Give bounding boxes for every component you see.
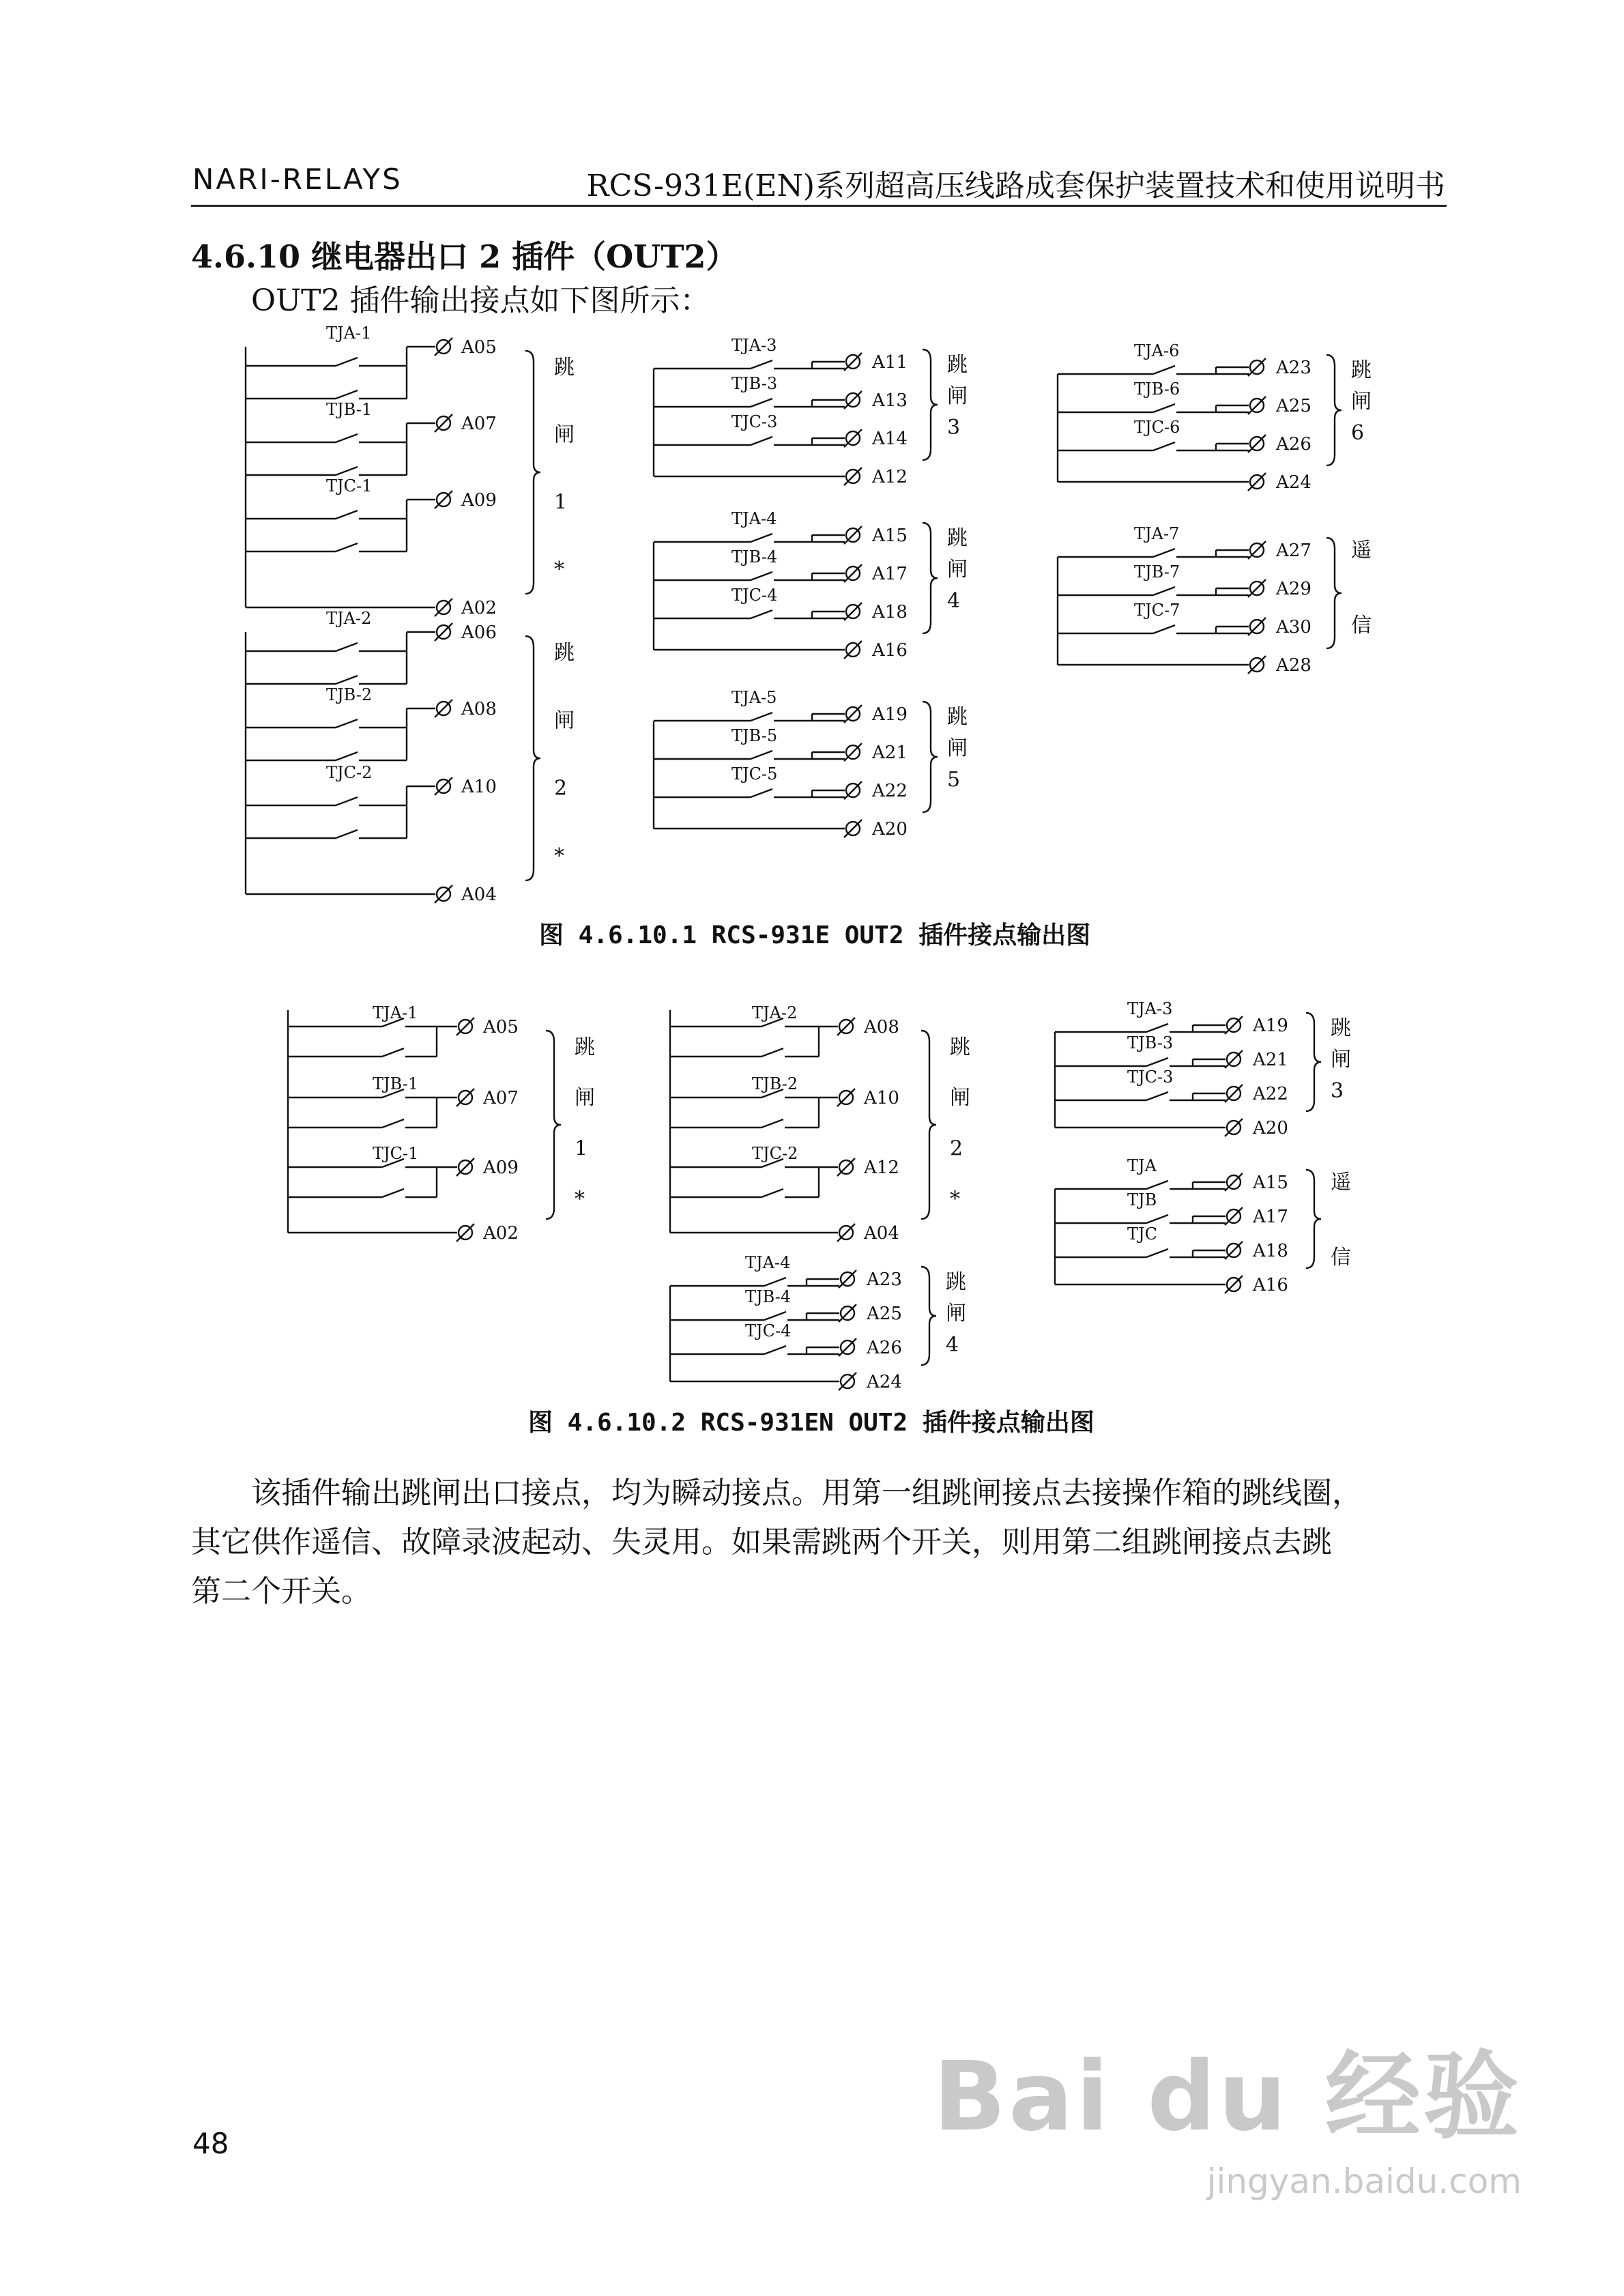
section-title: 4.6.10 继电器出口 2 插件（OUT2）	[191, 238, 738, 275]
fig1-group-6-bracket-text-3: 6	[1351, 421, 1365, 445]
fig2-group-5-bracket	[1306, 1170, 1321, 1268]
fig1-group-2-bracket-text-1: 跳	[554, 641, 575, 665]
fig2-group-4-contact-2-blade	[1146, 1058, 1168, 1066]
fig2-group-3-bracket	[921, 1267, 936, 1365]
fig1-group-5-contact-label-2: TJB-5	[731, 726, 778, 745]
fig1-group-4-bracket-text-1: 跳	[947, 526, 968, 550]
fig2-group-5-contact-1-blade	[1146, 1181, 1168, 1189]
fig2-group-5-contact-label-1: TJA	[1127, 1156, 1157, 1175]
fig1-group-7-terminal-label-3: A30	[1276, 617, 1311, 637]
fig1-group-1-bracket-text-3: 1	[554, 490, 568, 515]
fig2-group-3-contact-3-blade	[764, 1346, 786, 1354]
fig1-group-2-terminal-label-1: A06	[461, 622, 497, 643]
fig1-group-2-terminal-label-2: A08	[461, 699, 497, 719]
fig2-group-1-contact-3b-blade	[382, 1189, 404, 1197]
body-paragraph	[191, 1469, 1447, 1616]
fig2-group-2-common-label: A04	[864, 1223, 899, 1244]
fig2-group-2-terminal-label-1: A08	[864, 1017, 899, 1037]
fig2-group-4-bracket-text-3: 3	[1331, 1079, 1344, 1103]
fig2-group-1-terminal-label-2: A07	[483, 1088, 519, 1108]
fig2-group-3-bracket-text-3: 4	[946, 1333, 959, 1357]
fig2-group-4-common-label: A20	[1253, 1118, 1288, 1138]
fig2-group-2-bracket	[921, 1031, 936, 1219]
fig1-group-3-terminal-label-2: A13	[872, 390, 908, 411]
fig1-group-5-common-label: A20	[872, 819, 908, 840]
fig1-group-4-bracket-text-2: 闸	[947, 558, 968, 582]
fig2-group-5-bracket-text-1: 遥	[1331, 1171, 1351, 1194]
fig1-group-2-contact-label-3: TJC-2	[326, 763, 373, 782]
fig1-group-1-contact-label-1: TJA-1	[326, 324, 372, 343]
fig2-group-5-common-label: A16	[1253, 1275, 1288, 1295]
fig1-group-6-contact-label-2: TJB-6	[1134, 379, 1180, 399]
fig1-group-7-contact-label-3: TJC-7	[1134, 601, 1180, 620]
fig2-group-4-terminal-label-2: A21	[1253, 1050, 1288, 1070]
fig2-group-1-bracket-text-4: *	[575, 1187, 585, 1211]
figure-2-caption: 图 4.6.10.2 RCS-931EN OUT2 插件接点输出图	[528, 1409, 1094, 1437]
fig2-group-5-terminal-label-3: A18	[1253, 1241, 1288, 1261]
fig2-group-1-contact-1b-blade	[382, 1048, 404, 1057]
fig1-group-2-bracket-text-3: 2	[554, 776, 568, 801]
fig2-group-2-contact-3b-blade	[762, 1189, 783, 1197]
fig1-group-4-contact-label-2: TJB-4	[731, 547, 778, 566]
fig1-group-2-contact-label-1: TJA-2	[326, 609, 372, 628]
fig1-group-6-contact-label-3: TJC-6	[1134, 418, 1180, 437]
fig2-group-4-contact-label-2: TJB-3	[1127, 1033, 1174, 1052]
fig1-group-6-terminal-label-3: A26	[1276, 434, 1311, 455]
fig2-group-4-contact-label-1: TJA-3	[1127, 999, 1173, 1018]
fig2-group-3-contact-label-1: TJA-4	[745, 1253, 791, 1272]
fig2-group-4-contact-label-3: TJC-3	[1127, 1067, 1174, 1087]
fig1-group-2-bracket-text-2: 闸	[554, 708, 575, 733]
fig2-group-5-terminal-label-1: A15	[1253, 1173, 1288, 1193]
fig1-group-5-bracket-text-2: 闸	[947, 736, 968, 760]
watermark	[933, 2020, 1522, 2201]
figure-1-caption: 图 4.6.10.1 RCS-931E OUT2 插件接点输出图	[539, 921, 1091, 949]
fig1-group-4-common-label: A16	[872, 640, 908, 661]
section-intro: OUT2 插件输出接点如下图所示：	[251, 283, 710, 318]
header-brand: NARI-RELAYS	[192, 162, 403, 196]
body-line-1: 该插件输出跳闸出口接点，均为瞬动接点。用第一组跳闸接点去接操作箱的跳线圈，	[191, 1476, 1362, 1510]
fig1-group-1-terminal-label-2: A07	[461, 414, 497, 434]
fig2-group-1-contact-2b-blade	[382, 1119, 404, 1128]
fig1-group-5-terminal-label-3: A22	[872, 781, 908, 801]
fig2-group-1-contact-label-1: TJA-1	[373, 1003, 418, 1022]
fig1-group-5-bracket-text-3: 5	[947, 768, 961, 792]
fig1-group-3-terminal-label-3: A14	[872, 429, 908, 449]
fig2-group-2-bracket-text-2: 闸	[950, 1086, 970, 1110]
fig2-group-3-bracket-text-2: 闸	[946, 1302, 966, 1325]
fig1-group-3-common-label: A12	[872, 467, 908, 487]
fig1-group-2-common-label: A04	[461, 885, 497, 905]
page-number: 48	[192, 2127, 229, 2160]
fig1-group-1-bracket-text-2: 闸	[554, 422, 575, 447]
fig1-group-3-bracket-text-2: 闸	[947, 384, 968, 408]
body-line-3: 第二个开关。	[191, 1574, 371, 1609]
fig1-group-7-common-label: A28	[1276, 655, 1311, 676]
header-doc-title: RCS-931E(EN)系列超高压线路成套保护装置技术和使用说明书	[586, 169, 1445, 203]
fig1-group-6-terminal-label-1: A23	[1276, 358, 1311, 378]
fig2-group-1-common-label: A02	[483, 1223, 519, 1244]
fig2-group-4-contact-3-blade	[1146, 1092, 1168, 1100]
fig1-group-1-bracket-text-1: 跳	[554, 356, 575, 379]
fig1-group-7-bracket-text-1: 遥	[1351, 539, 1372, 562]
fig1-group-5-terminal-label-1: A19	[872, 704, 908, 725]
fig1-group-7-contact-label-2: TJB-7	[1134, 562, 1180, 582]
fig1-group-3-contact-label-1: TJA-3	[731, 336, 777, 355]
fig1-group-2-terminal-label-3: A10	[461, 777, 497, 797]
fig2-group-1-bracket-text-2: 闸	[575, 1086, 595, 1110]
fig2-group-3-common-label: A24	[867, 1372, 902, 1392]
fig2-group-1-bracket-text-1: 跳	[575, 1035, 595, 1059]
fig2-group-2-contact-label-1: TJA-2	[752, 1003, 798, 1022]
fig1-group-6-contact-label-1: TJA-6	[1134, 341, 1180, 360]
fig1-group-1-terminal-label-3: A09	[461, 490, 497, 511]
fig1-group-5-terminal-label-2: A21	[872, 743, 908, 763]
fig2-group-2-contact-1b-blade	[762, 1048, 783, 1057]
fig2-group-5-contact-label-2: TJB	[1127, 1190, 1157, 1209]
fig2-group-3-contact-label-3: TJC-4	[745, 1321, 792, 1340]
fig1-group-4-contact-label-1: TJA-4	[731, 509, 777, 528]
fig2-group-4-bracket	[1306, 1013, 1321, 1111]
fig1-group-1-contact-label-3: TJC-1	[326, 476, 373, 496]
fig2-group-5-contact-label-3: TJC	[1127, 1224, 1157, 1244]
fig1-group-6-bracket-text-1: 跳	[1351, 358, 1372, 382]
fig1-group-2-bracket-text-4: *	[554, 844, 564, 869]
body-line-2: 其它供作遥信、故障录波起动、失灵用。如果需跳两个开关，则用第二组跳闸接点去跳	[191, 1525, 1332, 1560]
fig2-group-2-contact-2b-blade	[762, 1119, 783, 1128]
fig1-group-4-terminal-label-2: A17	[872, 564, 908, 584]
fig1-group-3-terminal-label-1: A11	[872, 352, 908, 373]
fig2-group-4-terminal-label-1: A19	[1253, 1016, 1288, 1036]
fig2-group-1-contact-label-2: TJB-1	[373, 1074, 419, 1093]
fig2-group-1-contact-label-3: TJC-1	[373, 1144, 419, 1163]
fig1-group-4-bracket-text-3: 4	[947, 589, 961, 613]
fig1-group-5-contact-label-3: TJC-5	[731, 764, 778, 784]
fig1-group-5-bracket-text-1: 跳	[947, 705, 968, 729]
fig1-group-7-terminal-label-2: A29	[1276, 579, 1311, 599]
fig1-group-3-contact-label-2: TJB-3	[731, 374, 778, 393]
fig1-group-3-contact-label-3: TJC-3	[731, 412, 778, 431]
fig2-group-2-terminal-label-2: A10	[864, 1088, 899, 1108]
fig2-group-2-bracket-text-1: 跳	[950, 1035, 970, 1059]
fig1-group-3-bracket-text-3: 3	[947, 416, 961, 440]
fig1-group-6-bracket-text-2: 闸	[1351, 390, 1372, 414]
fig2-group-5-terminal-label-2: A17	[1253, 1207, 1288, 1227]
fig2-group-2-bracket-text-3: 2	[950, 1136, 963, 1161]
fig1-group-4-contact-label-3: TJC-4	[731, 586, 778, 605]
fig2-group-2-contact-label-2: TJB-2	[752, 1074, 798, 1093]
fig1-group-7-terminal-label-1: A27	[1276, 541, 1311, 561]
fig1-group-6-common-label: A24	[1276, 472, 1311, 493]
fig2-group-5-bracket-text-2: 信	[1331, 1246, 1351, 1269]
fig2-group-4-bracket-text-1: 跳	[1331, 1016, 1351, 1040]
fig1-group-1-bracket-text-4: *	[554, 558, 564, 582]
fig2-group-1-terminal-label-1: A05	[483, 1017, 519, 1037]
fig1-group-5-contact-label-1: TJA-5	[731, 688, 777, 707]
fig1-group-7-bracket-text-2: 信	[1351, 614, 1372, 637]
fig2-group-3-contact-label-2: TJB-4	[745, 1287, 792, 1306]
fig2-group-4-terminal-label-3: A22	[1253, 1084, 1288, 1104]
fig1-group-4-terminal-label-3: A18	[872, 602, 908, 622]
fig1-group-4-terminal-label-1: A15	[872, 526, 908, 546]
fig2-group-5-contact-3-blade	[1146, 1249, 1168, 1257]
fig2-group-4-bracket-text-2: 闸	[1331, 1048, 1351, 1072]
watermark-url: jingyan.baidu.com	[1206, 2162, 1522, 2201]
fig1-group-7-contact-label-1: TJA-7	[1134, 524, 1180, 543]
fig2-group-4-contact-1-blade	[1146, 1024, 1168, 1032]
fig1-group-1-terminal-label-1: A05	[461, 337, 497, 358]
fig1-group-3-bracket-text-1: 跳	[947, 353, 968, 377]
fig2-group-1-bracket-text-3: 1	[575, 1136, 588, 1161]
fig1-group-1-common-label: A02	[461, 598, 497, 618]
fig1-group-6-terminal-label-2: A25	[1276, 396, 1311, 416]
fig2-group-3-terminal-label-2: A25	[867, 1304, 902, 1324]
fig2-group-2-bracket-text-4: *	[950, 1187, 960, 1211]
fig2-group-5-contact-2-blade	[1146, 1215, 1168, 1223]
fig2-group-1-bracket	[546, 1031, 561, 1219]
fig2-group-3-contact-2-blade	[764, 1312, 786, 1320]
fig2-group-2-terminal-label-3: A12	[864, 1158, 899, 1178]
fig2-group-2-contact-label-3: TJC-2	[752, 1144, 798, 1163]
fig1-group-1-contact-label-2: TJB-1	[326, 400, 373, 419]
fig2-group-3-terminal-label-3: A26	[867, 1338, 902, 1358]
fig2-group-3-contact-1-blade	[764, 1278, 786, 1286]
watermark-logo: Bai du 经验	[933, 2041, 1522, 2153]
fig2-group-3-bracket-text-1: 跳	[946, 1270, 966, 1294]
fig2-group-1-terminal-label-3: A09	[483, 1158, 519, 1178]
fig1-group-2-contact-label-2: TJB-2	[326, 685, 373, 704]
fig2-group-3-terminal-label-1: A23	[867, 1269, 902, 1290]
